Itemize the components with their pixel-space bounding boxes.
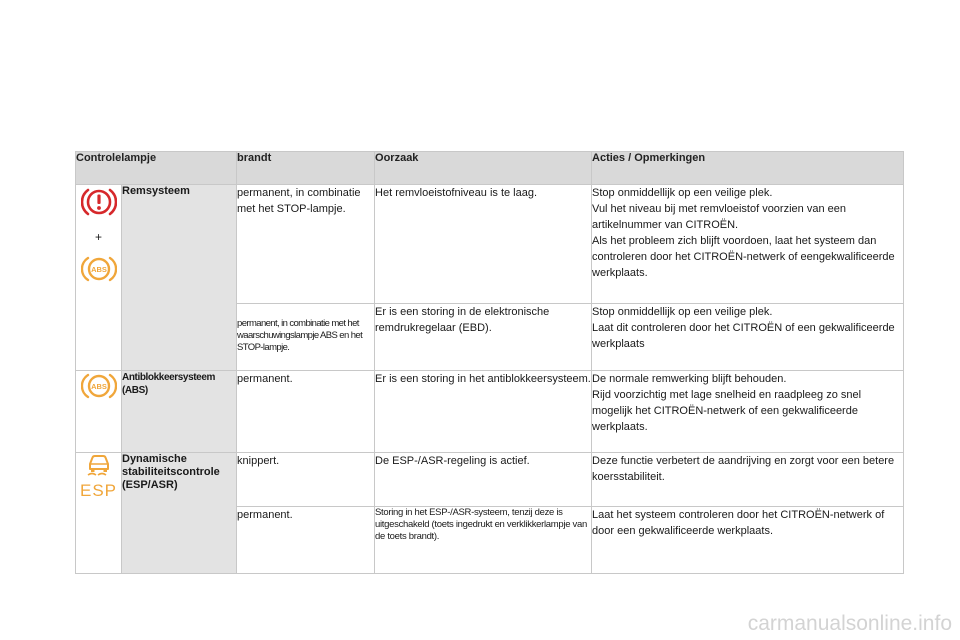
esp-icon-cell: [76, 453, 122, 574]
header-oorzaak: Oorzaak: [375, 152, 592, 185]
acties-cell: [592, 371, 904, 453]
watermark: carmanualsonline.info: [747, 612, 952, 635]
esp-skid-icon: [76, 453, 121, 482]
system-abs: Antiblokkeersysteem (ABS): [122, 371, 237, 453]
oorzaak-cell: Er is een storing in het antiblokkeersysteem.: [375, 371, 592, 453]
brandt-cell: permanent, in combinatie met het STOP-lampje.: [237, 185, 375, 304]
oorzaak-cell: Het remvloeistofniveau is te laag.: [375, 185, 592, 304]
abs-icon-label: ABS: [90, 265, 107, 274]
actie-line: Stop onmiddellijk op een veilige plek.: [592, 306, 773, 318]
table-row: [76, 371, 904, 453]
actie-line: Rijd voorzichtig met lage snelheid en raadpleeg zo snel mogelijk het CITROËN-netwerk of een gekwalificeerde werkplaats.: [592, 389, 862, 433]
actie-line: Laat dit controleren door het CITROËN of een gekwalificeerde werkplaats: [592, 322, 895, 350]
actie-line: Stop onmiddellijk op een veilige plek.: [592, 187, 773, 199]
acties-cell: [592, 453, 904, 507]
system-esp: Dynamische stabiliteitscontrole (ESP/ASR): [122, 453, 237, 574]
brake-icon-cell: [76, 185, 122, 371]
actie-line: Deze functie verbetert de aandrijving en zorgt voor een betere koersstabiliteit.: [592, 455, 895, 483]
abs-warning-icon: [76, 254, 121, 289]
brandt-cell: permanent.: [237, 507, 375, 574]
oorzaak-cell: Er is een storing in de elektronische remdrukregelaar (EBD).: [375, 304, 592, 371]
header-brandt: brandt: [237, 152, 375, 185]
acties-cell: [592, 304, 904, 371]
warning-lights-table: [75, 151, 904, 574]
brandt-cell: knippert.: [237, 453, 375, 507]
abs-warning-icon: [76, 371, 121, 406]
header-acties: Acties / Opmerkingen: [592, 152, 904, 185]
table-header-row: [76, 152, 904, 185]
esp-icon-label: ESP: [79, 481, 118, 500]
header-controlelampje: Controlelampje: [76, 152, 237, 185]
abs-icon-label: ABS: [90, 382, 107, 391]
brandt-cell: permanent.: [237, 371, 375, 453]
abs-icon-cell: [76, 371, 122, 453]
actie-line: Vul het niveau bij met remvloeistof voorzien van een artikelnummer van CITROËN.: [592, 203, 846, 231]
actie-line: Laat het systeem controleren door het CITROËN-netwerk of door een gekwalificeerde werkplaats.: [592, 509, 885, 537]
system-remsysteem: Remsysteem: [122, 185, 237, 371]
brake-warning-icon: [76, 185, 121, 224]
plus-sign: +: [94, 230, 102, 244]
oorzaak-cell: Storing in het ESP-/ASR-systeem, tenzij deze is uitgeschakeld (toets ingedrukt en verklikkerlampje van de toets brandt).: [375, 507, 592, 574]
oorzaak-cell: De ESP-/ASR-regeling is actief.: [375, 453, 592, 507]
actie-line: Als het probleem zich blijft voordoen, laat het systeem dan controleren door het CITROËN-netwerk of eengekwalificeerde werkplaats.: [592, 235, 895, 279]
acties-cell: [592, 507, 904, 574]
acties-cell: [592, 185, 904, 304]
table-row: [76, 185, 904, 304]
actie-line: De normale remwerking blijft behouden.: [592, 373, 787, 385]
table-row: [76, 453, 904, 507]
brandt-cell: permanent, in combinatie met het waarschuwingslampje ABS en het STOP-lampje.: [237, 304, 375, 371]
